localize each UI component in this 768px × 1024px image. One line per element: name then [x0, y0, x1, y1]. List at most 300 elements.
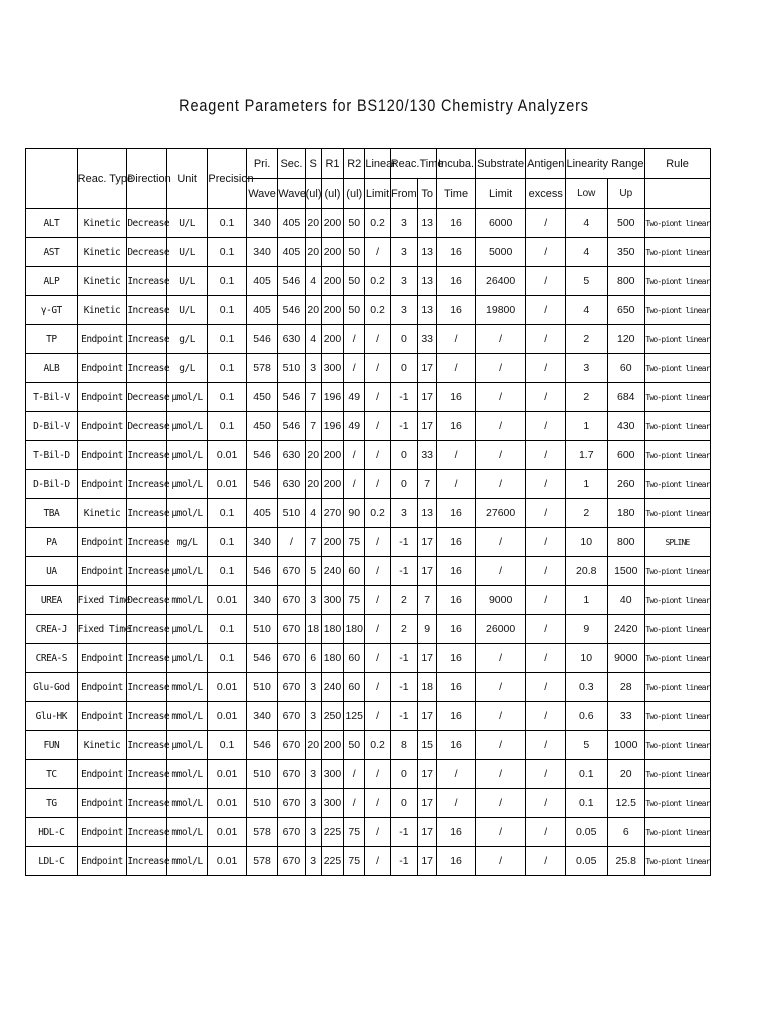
cell-direction: Decrease — [127, 586, 167, 615]
cell-item: T-Bil-V — [26, 383, 78, 412]
cell-linearity-up: 500 — [607, 209, 644, 238]
cell-s-volume: 3 — [305, 760, 321, 789]
cell-sec-wave: 630 — [278, 470, 305, 499]
cell-reac-time-to: 33 — [418, 325, 437, 354]
cell-reac-time-to: 17 — [418, 760, 437, 789]
cell-item: γ-GT — [26, 296, 78, 325]
cell-linearity-up: 1500 — [607, 557, 644, 586]
cell-reac-time-from: -1 — [390, 644, 417, 673]
cell-reac-time-from: 3 — [390, 296, 417, 325]
cell-r1-volume: 240 — [321, 673, 343, 702]
cell-linearity-low: 4 — [565, 209, 607, 238]
cell-precision: 0.01 — [208, 760, 247, 789]
cell-reac-time-to: 13 — [418, 238, 437, 267]
cell-reac-time-from: 8 — [390, 731, 417, 760]
cell-r1-volume: 200 — [321, 238, 343, 267]
cell-reac-time-to: 17 — [418, 557, 437, 586]
cell-direction: Increase — [127, 557, 167, 586]
cell-sec-wave: 670 — [278, 760, 305, 789]
cell-linearity-low: 0.05 — [565, 818, 607, 847]
cell-incuba-time: 16 — [437, 528, 476, 557]
cell-linear-limit: / — [365, 673, 390, 702]
cell-r2-volume: 75 — [344, 528, 365, 557]
table-row — [26, 325, 711, 354]
cell-precision: 0.1 — [208, 325, 247, 354]
cell-reac-time-to: 17 — [418, 412, 437, 441]
cell-linear-limit: / — [365, 383, 390, 412]
cell-rule: Two-piont linear — [645, 644, 711, 673]
cell-sec-wave: 405 — [278, 238, 305, 267]
cell-linearity-low: 10 — [565, 528, 607, 557]
cell-reac-time-from: -1 — [390, 528, 417, 557]
cell-sec-wave: 546 — [278, 296, 305, 325]
cell-pri-wave: 578 — [246, 818, 277, 847]
cell-pri-wave: 510 — [246, 789, 277, 818]
cell-substrate-limit: / — [475, 673, 526, 702]
cell-rule: Two-piont linear — [645, 731, 711, 760]
cell-linearity-up: 650 — [607, 296, 644, 325]
cell-reac-type: Fixed Time — [77, 586, 127, 615]
cell-pri-wave: 405 — [246, 267, 277, 296]
cell-linear-limit: / — [365, 412, 390, 441]
cell-linearity-up: 12.5 — [607, 789, 644, 818]
header-pri-wave-top: Pri. — [246, 149, 277, 179]
cell-reac-time-from: 0 — [390, 354, 417, 383]
cell-s-volume: 4 — [305, 325, 321, 354]
cell-reac-time-to: 17 — [418, 789, 437, 818]
cell-unit: μmol/L — [166, 557, 208, 586]
cell-incuba-time: 16 — [437, 586, 476, 615]
cell-reac-time-from: 2 — [390, 586, 417, 615]
cell-reac-time-to: 15 — [418, 731, 437, 760]
cell-direction: Increase — [127, 789, 167, 818]
cell-incuba-time: 16 — [437, 412, 476, 441]
cell-incuba-time: 16 — [437, 238, 476, 267]
cell-substrate-limit: / — [475, 325, 526, 354]
cell-linear-limit: / — [365, 557, 390, 586]
cell-linearity-up: 33 — [607, 702, 644, 731]
header-unit: Unit — [166, 149, 208, 209]
table-row — [26, 441, 711, 470]
cell-linearity-up: 350 — [607, 238, 644, 267]
table-row — [26, 383, 711, 412]
cell-unit: μmol/L — [166, 499, 208, 528]
cell-antigen-excess: / — [526, 354, 566, 383]
cell-unit: μmol/L — [166, 644, 208, 673]
cell-r2-volume: 60 — [344, 644, 365, 673]
cell-item: PA — [26, 528, 78, 557]
cell-item: TC — [26, 760, 78, 789]
cell-pri-wave: 546 — [246, 470, 277, 499]
cell-pri-wave: 450 — [246, 412, 277, 441]
cell-r2-volume: 90 — [344, 499, 365, 528]
cell-unit: μmol/L — [166, 412, 208, 441]
header-direction: Direction — [127, 149, 167, 209]
cell-reac-type: Endpoint — [77, 325, 127, 354]
cell-substrate-limit: 9000 — [475, 586, 526, 615]
header-linear-top: Linear — [365, 149, 390, 179]
cell-antigen-excess: / — [526, 325, 566, 354]
cell-antigen-excess: / — [526, 499, 566, 528]
table-row — [26, 644, 711, 673]
cell-antigen-excess: / — [526, 760, 566, 789]
cell-linearity-up: 40 — [607, 586, 644, 615]
cell-incuba-time: 16 — [437, 673, 476, 702]
cell-linearity-up: 6 — [607, 818, 644, 847]
cell-pri-wave: 578 — [246, 354, 277, 383]
cell-linearity-up: 60 — [607, 354, 644, 383]
cell-linear-limit: / — [365, 615, 390, 644]
header-r1-top: R1 — [321, 149, 343, 179]
cell-r2-volume: 180 — [344, 615, 365, 644]
cell-incuba-time: 16 — [437, 731, 476, 760]
cell-rule: Two-piont linear — [645, 325, 711, 354]
cell-linearity-low: 4 — [565, 238, 607, 267]
cell-reac-time-to: 17 — [418, 383, 437, 412]
cell-reac-time-to: 17 — [418, 528, 437, 557]
header-substrate-top: Substrate — [475, 149, 526, 179]
cell-item: ALT — [26, 209, 78, 238]
cell-reac-time-from: 3 — [390, 499, 417, 528]
cell-r2-volume: 60 — [344, 557, 365, 586]
cell-s-volume: 3 — [305, 586, 321, 615]
cell-reac-time-from: 0 — [390, 325, 417, 354]
cell-direction: Decrease — [127, 209, 167, 238]
cell-precision: 0.1 — [208, 354, 247, 383]
cell-item: TG — [26, 789, 78, 818]
cell-item: TP — [26, 325, 78, 354]
cell-linearity-up: 800 — [607, 267, 644, 296]
cell-s-volume: 4 — [305, 499, 321, 528]
cell-r1-volume: 200 — [321, 731, 343, 760]
header-up: Up — [607, 179, 644, 209]
cell-reac-time-from: 0 — [390, 789, 417, 818]
cell-linearity-low: 3 — [565, 354, 607, 383]
cell-incuba-time: / — [437, 325, 476, 354]
cell-s-volume: 3 — [305, 702, 321, 731]
cell-reac-time-from: -1 — [390, 702, 417, 731]
cell-linear-limit: / — [365, 325, 390, 354]
cell-item: UREA — [26, 586, 78, 615]
cell-r2-volume: 50 — [344, 267, 365, 296]
cell-direction: Increase — [127, 441, 167, 470]
cell-substrate-limit: / — [475, 847, 526, 876]
cell-linear-limit: / — [365, 586, 390, 615]
cell-substrate-limit: 5000 — [475, 238, 526, 267]
cell-linearity-low: 0.6 — [565, 702, 607, 731]
cell-sec-wave: 510 — [278, 354, 305, 383]
cell-reac-type: Kinetic — [77, 731, 127, 760]
cell-sec-wave: 670 — [278, 818, 305, 847]
cell-r1-volume: 180 — [321, 644, 343, 673]
table-row — [26, 789, 711, 818]
cell-r2-volume: 75 — [344, 818, 365, 847]
cell-incuba-time: 16 — [437, 644, 476, 673]
cell-linearity-up: 1000 — [607, 731, 644, 760]
header-to: To — [418, 179, 437, 209]
cell-precision: 0.01 — [208, 847, 247, 876]
cell-rule: Two-piont linear — [645, 760, 711, 789]
cell-s-volume: 7 — [305, 412, 321, 441]
header-r2-bottom: (ul) — [344, 179, 365, 209]
reagent-parameters-table — [25, 148, 711, 876]
cell-precision: 0.1 — [208, 383, 247, 412]
cell-linear-limit: / — [365, 847, 390, 876]
cell-unit: mmol/L — [166, 847, 208, 876]
cell-sec-wave: 670 — [278, 615, 305, 644]
cell-direction: Increase — [127, 818, 167, 847]
header-incuba-bottom: Time — [437, 179, 476, 209]
header-substrate-bottom: Limit — [475, 179, 526, 209]
cell-reac-time-to: 7 — [418, 470, 437, 499]
cell-r2-volume: / — [344, 470, 365, 499]
cell-direction: Increase — [127, 296, 167, 325]
cell-linearity-up: 9000 — [607, 644, 644, 673]
table-row — [26, 470, 711, 499]
cell-s-volume: 6 — [305, 644, 321, 673]
cell-unit: U/L — [166, 267, 208, 296]
cell-rule: Two-piont linear — [645, 702, 711, 731]
cell-reac-time-from: 3 — [390, 209, 417, 238]
cell-item: LDL-C — [26, 847, 78, 876]
cell-antigen-excess: / — [526, 383, 566, 412]
cell-reac-time-to: 17 — [418, 818, 437, 847]
cell-sec-wave: 670 — [278, 586, 305, 615]
cell-r2-volume: 75 — [344, 847, 365, 876]
cell-linear-limit: / — [365, 238, 390, 267]
cell-reac-time-to: 17 — [418, 702, 437, 731]
header-from: From — [390, 179, 417, 209]
cell-reac-time-to: 13 — [418, 499, 437, 528]
cell-pri-wave: 546 — [246, 325, 277, 354]
table-row — [26, 296, 711, 325]
cell-linear-limit: / — [365, 528, 390, 557]
cell-substrate-limit: 26400 — [475, 267, 526, 296]
cell-r1-volume: 225 — [321, 847, 343, 876]
cell-precision: 0.1 — [208, 412, 247, 441]
cell-r1-volume: 300 — [321, 760, 343, 789]
cell-direction: Increase — [127, 470, 167, 499]
cell-linearity-low: 0.05 — [565, 847, 607, 876]
cell-linearity-low: 1 — [565, 586, 607, 615]
header-item — [26, 149, 78, 209]
cell-item: ALB — [26, 354, 78, 383]
cell-unit: μmol/L — [166, 441, 208, 470]
header-s-top: S — [305, 149, 321, 179]
cell-r1-volume: 270 — [321, 499, 343, 528]
cell-sec-wave: 546 — [278, 412, 305, 441]
cell-linear-limit: 0.2 — [365, 296, 390, 325]
cell-item: Glu-God — [26, 673, 78, 702]
document-title: Reagent Parameters for BS120/130 Chemistry Analyzers — [179, 96, 589, 115]
cell-sec-wave: 670 — [278, 644, 305, 673]
cell-reac-time-from: 3 — [390, 238, 417, 267]
cell-item: D-Bil-V — [26, 412, 78, 441]
cell-r2-volume: / — [344, 760, 365, 789]
cell-s-volume: 18 — [305, 615, 321, 644]
cell-incuba-time: 16 — [437, 557, 476, 586]
cell-antigen-excess: / — [526, 847, 566, 876]
cell-substrate-limit: 27600 — [475, 499, 526, 528]
cell-substrate-limit: / — [475, 731, 526, 760]
cell-substrate-limit: / — [475, 644, 526, 673]
cell-linearity-up: 2420 — [607, 615, 644, 644]
cell-linearity-up: 180 — [607, 499, 644, 528]
cell-pri-wave: 405 — [246, 499, 277, 528]
cell-linearity-low: 5 — [565, 267, 607, 296]
cell-item: T-Bil-D — [26, 441, 78, 470]
cell-substrate-limit: / — [475, 470, 526, 499]
cell-incuba-time: 16 — [437, 702, 476, 731]
cell-unit: mg/L — [166, 528, 208, 557]
header-antigen-top: Antigen — [526, 149, 566, 179]
cell-incuba-time: 16 — [437, 847, 476, 876]
cell-reac-time-to: 17 — [418, 354, 437, 383]
cell-rule: Two-piont linear — [645, 354, 711, 383]
cell-precision: 0.1 — [208, 557, 247, 586]
cell-substrate-limit: / — [475, 702, 526, 731]
table-row — [26, 557, 711, 586]
header-pri-wave-bottom: Wave — [246, 179, 277, 209]
cell-rule: Two-piont linear — [645, 818, 711, 847]
cell-substrate-limit: / — [475, 354, 526, 383]
header-low: Low — [565, 179, 607, 209]
cell-reac-time-from: -1 — [390, 818, 417, 847]
cell-sec-wave: 630 — [278, 441, 305, 470]
cell-antigen-excess: / — [526, 673, 566, 702]
cell-direction: Increase — [127, 615, 167, 644]
cell-unit: U/L — [166, 238, 208, 267]
cell-pri-wave: 340 — [246, 238, 277, 267]
cell-unit: g/L — [166, 354, 208, 383]
cell-s-volume: 20 — [305, 238, 321, 267]
header-sec-wave-top: Sec. — [278, 149, 305, 179]
cell-incuba-time: / — [437, 760, 476, 789]
cell-reac-time-from: -1 — [390, 673, 417, 702]
cell-substrate-limit: / — [475, 789, 526, 818]
cell-precision: 0.1 — [208, 528, 247, 557]
cell-unit: mmol/L — [166, 818, 208, 847]
cell-r1-volume: 300 — [321, 354, 343, 383]
cell-linearity-low: 0.3 — [565, 673, 607, 702]
cell-rule: Two-piont linear — [645, 470, 711, 499]
cell-s-volume: 3 — [305, 789, 321, 818]
cell-r1-volume: 300 — [321, 789, 343, 818]
cell-precision: 0.1 — [208, 296, 247, 325]
cell-unit: μmol/L — [166, 615, 208, 644]
cell-reac-type: Endpoint — [77, 383, 127, 412]
cell-direction: Increase — [127, 267, 167, 296]
cell-precision: 0.1 — [208, 731, 247, 760]
cell-r2-volume: 125 — [344, 702, 365, 731]
cell-precision: 0.01 — [208, 673, 247, 702]
cell-reac-time-from: -1 — [390, 557, 417, 586]
cell-unit: U/L — [166, 296, 208, 325]
cell-substrate-limit: / — [475, 818, 526, 847]
cell-pri-wave: 546 — [246, 644, 277, 673]
cell-reac-time-to: 13 — [418, 296, 437, 325]
cell-rule: Two-piont linear — [645, 673, 711, 702]
cell-reac-type: Kinetic — [77, 267, 127, 296]
cell-rule: Two-piont linear — [645, 789, 711, 818]
cell-linear-limit: / — [365, 702, 390, 731]
cell-rule: Two-piont linear — [645, 296, 711, 325]
cell-r1-volume: 200 — [321, 325, 343, 354]
cell-substrate-limit: / — [475, 528, 526, 557]
cell-precision: 0.1 — [208, 238, 247, 267]
cell-unit: mmol/L — [166, 673, 208, 702]
cell-incuba-time: / — [437, 354, 476, 383]
cell-reac-time-from: 0 — [390, 760, 417, 789]
cell-pri-wave: 510 — [246, 673, 277, 702]
cell-substrate-limit: / — [475, 557, 526, 586]
cell-reac-type: Endpoint — [77, 702, 127, 731]
cell-r1-volume: 196 — [321, 383, 343, 412]
cell-incuba-time: 16 — [437, 818, 476, 847]
cell-linear-limit: / — [365, 470, 390, 499]
cell-incuba-time: 16 — [437, 615, 476, 644]
cell-pri-wave: 546 — [246, 731, 277, 760]
cell-linearity-low: 20.8 — [565, 557, 607, 586]
cell-s-volume: 3 — [305, 673, 321, 702]
cell-antigen-excess: / — [526, 615, 566, 644]
cell-reac-time-to: 7 — [418, 586, 437, 615]
cell-reac-type: Endpoint — [77, 818, 127, 847]
header-reac-time: Reac.Time — [390, 149, 437, 179]
cell-antigen-excess: / — [526, 209, 566, 238]
cell-substrate-limit: 6000 — [475, 209, 526, 238]
cell-rule: Two-piont linear — [645, 586, 711, 615]
cell-r2-volume: 50 — [344, 209, 365, 238]
cell-item: AST — [26, 238, 78, 267]
cell-r2-volume: 60 — [344, 673, 365, 702]
cell-linearity-up: 430 — [607, 412, 644, 441]
cell-reac-type: Endpoint — [77, 557, 127, 586]
table-row — [26, 702, 711, 731]
cell-rule: Two-piont linear — [645, 557, 711, 586]
cell-pri-wave: 510 — [246, 615, 277, 644]
cell-rule: Two-piont linear — [645, 412, 711, 441]
cell-precision: 0.01 — [208, 702, 247, 731]
cell-item: FUN — [26, 731, 78, 760]
cell-r2-volume: 75 — [344, 586, 365, 615]
header-rule: Rule — [645, 149, 711, 179]
cell-antigen-excess: / — [526, 702, 566, 731]
cell-antigen-excess: / — [526, 557, 566, 586]
cell-r2-volume: / — [344, 789, 365, 818]
cell-reac-type: Kinetic — [77, 238, 127, 267]
table-row — [26, 209, 711, 238]
cell-linearity-low: 2 — [565, 325, 607, 354]
header-r2-top: R2 — [344, 149, 365, 179]
cell-item: CREA-S — [26, 644, 78, 673]
cell-linearity-up: 25.8 — [607, 847, 644, 876]
cell-precision: 0.01 — [208, 586, 247, 615]
cell-rule: SPLINE — [645, 528, 711, 557]
cell-s-volume: 20 — [305, 209, 321, 238]
cell-direction: Increase — [127, 644, 167, 673]
header-rule-blank — [645, 179, 711, 209]
cell-direction: Increase — [127, 325, 167, 354]
header-reac-type: Reac. Type — [77, 149, 127, 209]
cell-linearity-up: 800 — [607, 528, 644, 557]
cell-s-volume: 5 — [305, 557, 321, 586]
cell-reac-type: Endpoint — [77, 847, 127, 876]
cell-rule: Two-piont linear — [645, 209, 711, 238]
cell-linearity-up: 20 — [607, 760, 644, 789]
cell-direction: Increase — [127, 354, 167, 383]
cell-item: HDL-C — [26, 818, 78, 847]
